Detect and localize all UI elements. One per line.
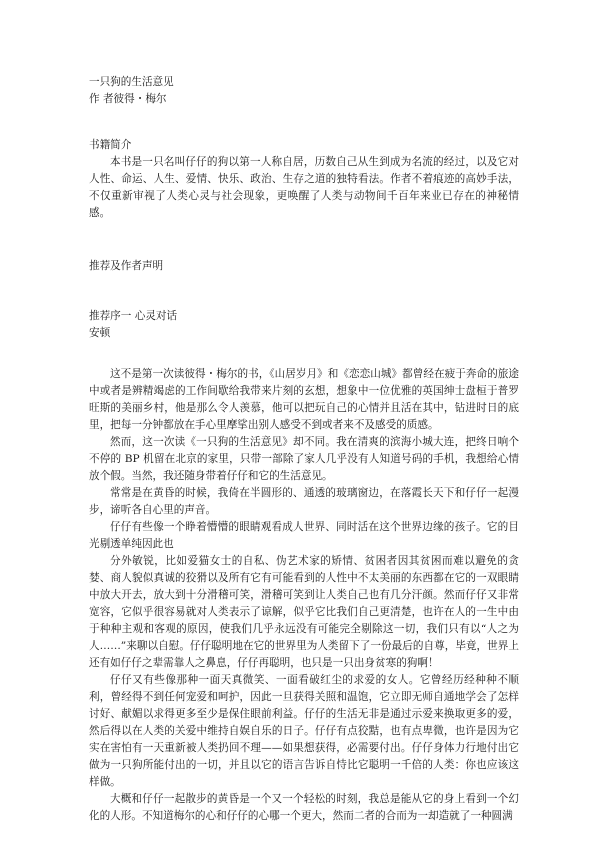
body-paragraph: 这不是第一次读彼得・梅尔的书，《山居岁月》和《恋恋山城》都曾经在疲于奔命的旅途中或者是辨精竭虑的工作间歇给我带来片刻的玄想，想象中一位优雅的英国绅士盘桓于普罗旺斯的美丽乡村，他是那么令人羡慕，他可以把玩自己的心情并且活在其中，钻进时日的底里，把每一分钟都放在手心里摩挲出别人感受不到或者来不及感受的质感。 [89,368,519,431]
body-paragraph: 大概和仔仔一起散步的黄昏是一个又一个轻松的时刻，我总是能从它的身上看到一个幻化的人形。不知道梅尔的心和仔仔的心哪一个更大，然而二者的合而为一却造就了一种圆满 [89,793,519,822]
recommend-heading: 推荐及作者声明 [89,260,164,272]
preface-author: 安顿 [89,327,111,339]
book-title: 一只狗的生活意见 [89,76,174,88]
preface-heading: 推荐序一 心灵对话 [89,310,178,322]
author-line: 作 者彼得・梅尔 [89,93,167,105]
body-paragraph: 常常是在黄昏的时候，我倚在半圆形的、通透的玻璃窗边，在落霞长天下和仔仔一起漫步，谛听各自心里的声音。 [89,487,519,516]
body-paragraph: 仔仔有些像一个睁着懵懵的眼睛观看成人世界、同时活在这个世界边缘的孩子。它的目光剔透单纯因此也 [89,521,519,550]
body-paragraph: 然而，这一次读《一只狗的生活意见》却不同。我在清爽的滨海小城大连，把终日响个不停的 BP 机留在北京的家里，只带一部除了家人几乎没有人知道号码的手机，我想给心情放个假。当然，我还随身带着仔仔和它的生活意见。 [89,436,519,482]
intro-heading: 书籍简介 [89,139,132,151]
body-paragraph: 分外敏锐，比如爱猫女士的自私、伪艺术家的矫情、贫困者因其贫困而难以避免的贪婪、商人貌似真诚的狡猾以及所有它有可能看到的人性中不太美丽的东西都在它的一双眼睛中放大开去，放大到十分滑稽可笑，滑稽可笑到让人类自己也有几分汗颜。然而仔仔又非常宽容，它似乎很容易就对人类表示了谅解，似乎它比我们自己更清楚，也许在人的一生中由于种种主观和客观的原因，使我们几乎永远没有可能完全剔除这一切，我们只有以“人之为人……”来聊以自慰。仔仔聪明地在它的世界里为人类留下了一份最后的自尊，毕竟，世界上还有如仔仔之辈需靠人之鼻息，仔仔再聪明，也只是一只出身贫寒的狗啊！ [89,555,519,669]
body-paragraph: 仔仔又有些像那种一面天真微笑、一面看破红尘的求爱的女人。它曾经历经种种不顺利，曾经得不到任何宠爱和呵护，因此一旦获得关照和温饱，它立即无师自通地学会了怎样讨好、献媚以求得更多至少是保住眼前利益。仔仔的生活无非是通过示爱来换取更多的爱，然后得以在人类的关爱中维持自娱自乐的日子。仔仔有点狡黠，也有点卑微，也许是因为它实在害怕有一天重新被人类扔回不理——如果想获得，必需要付出。仔仔身体力行地付出它做为一只狗所能付出的一切，并且以它的语言告诉自恃比它聪明一千倍的人类：你也应该这样做。 [89,674,519,788]
preface-body [89,366,519,825]
intro-paragraph: 本书是一只名叫仔仔的狗以第一人称自居，历数自己从生到成为名流的经过，以及它对人性、命运、人生、爱情、快乐、政治、生存之道的独特看法。作者不着痕迹的高妙手法，不仅重新审视了人类心灵与社会现象，更唤醒了人类与动物间千百年来业已存在的神秘情感。 [89,156,519,219]
